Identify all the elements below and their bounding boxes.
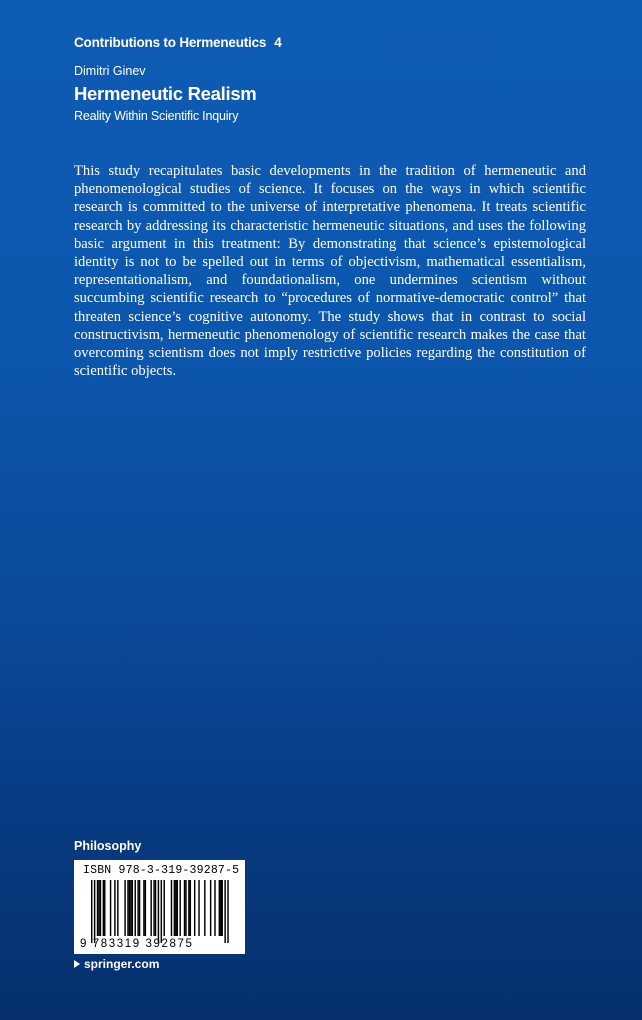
series-line [74, 35, 282, 50]
barcode-bar [222, 880, 223, 936]
barcode-bar [177, 880, 178, 936]
arrow-right-icon [74, 960, 80, 968]
barcode-bar [143, 880, 144, 936]
barcode-bar [150, 880, 151, 936]
barcode-bar [198, 880, 199, 936]
barcode-bar [117, 880, 118, 936]
barcode-digits: 9 783319 392875 [80, 938, 194, 950]
barcode-bar [219, 880, 220, 936]
barcode-bar [190, 880, 191, 936]
barcode-bar [114, 880, 115, 936]
barcode-bar [171, 880, 172, 936]
barcode-bar [164, 880, 165, 936]
barcode-bar [184, 880, 185, 936]
barcode-bar [158, 880, 159, 943]
barcode-bar [104, 880, 105, 936]
barcode-bar [132, 880, 133, 936]
barcode-bar [135, 880, 136, 936]
barcode-bar [139, 880, 140, 936]
series-name: Contributions to Hermeneutics [74, 35, 267, 50]
book-description: This study recapitulates basic developments in the tradition of hermeneutic and phenomenological studies of science. It focuses on the ways in which scientific research is committed to the universe of interpretative phenomena. It treats scientific research by addressing its characteristic hermeneutic situations, and uses the following basic argument in this treatment: By demonstrating that science’s epistemological identity is not to be spelled out in terms of objectivism, mathematical essentialism, representationalism, and foundationalism, one undermines scientism without succumbing scientific research to “procedures of normative-democratic control” that threaten science’s cognitive autonomy. The study shows that in contrast to social constructivism, hermeneutic phenomenology of scientific research makes the case that overcoming scientism does not imply restrictive policies regarding the constitution of scientific objects. [74, 163, 586, 380]
barcode-bar [127, 880, 128, 936]
barcode-bar [161, 880, 162, 943]
publisher-website-link[interactable] [74, 957, 159, 971]
barcode-bar [210, 880, 211, 936]
author-name: Dimitri Ginev [74, 64, 146, 78]
isbn-label: ISBN 978-3-319-39287-5 [83, 864, 240, 877]
barcode-bar [98, 880, 99, 936]
barcode-bar [94, 880, 95, 943]
barcode-bar [100, 880, 101, 936]
series-number: 4 [274, 35, 282, 50]
barcode-bar [179, 880, 180, 936]
barcode-bar [214, 880, 215, 936]
barcode-bar [124, 880, 125, 936]
barcode-bar [188, 880, 189, 936]
book-title: Hermeneutic Realism [74, 83, 257, 104]
barcode-bar [194, 880, 195, 936]
barcode-bar [227, 880, 228, 943]
barcode-bar [110, 880, 111, 936]
barcode-bar [145, 880, 146, 936]
subject-category: Philosophy [74, 839, 142, 853]
barcode-bar [204, 880, 205, 936]
isbn-barcode [74, 860, 245, 954]
book-subtitle: Reality Within Scientific Inquiry [74, 109, 239, 123]
barcode-bar [153, 880, 154, 936]
barcode-bar [185, 880, 186, 936]
publisher-link-text: springer.com [84, 957, 160, 971]
barcode-bar [220, 880, 221, 936]
barcode-bar [174, 880, 175, 936]
barcode-bar [97, 880, 98, 936]
barcode-bar [130, 880, 131, 936]
barcode-bar [155, 880, 156, 936]
barcode-bar [103, 880, 104, 936]
barcode-bar [224, 880, 225, 943]
barcode-bar [137, 880, 138, 936]
barcode-bar [129, 880, 130, 936]
barcode-bar [175, 880, 176, 936]
barcode-bar [91, 880, 92, 943]
